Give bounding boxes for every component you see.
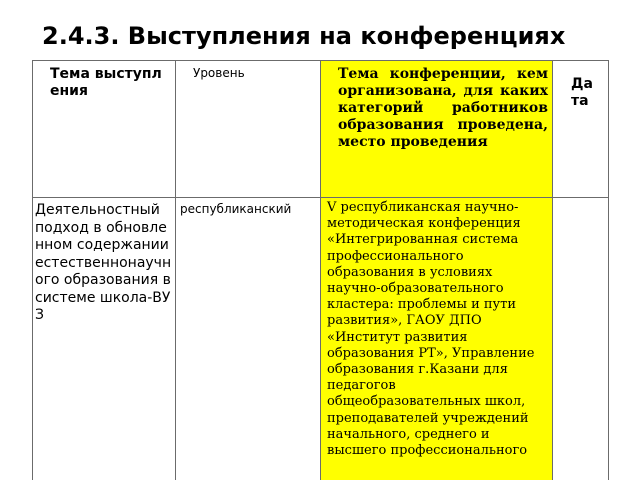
- row-level: республиканский: [180, 202, 292, 216]
- table-header-divider: [32, 197, 609, 198]
- table-divider-col2: [320, 60, 321, 480]
- row-conference: V республиканская научно-методическая конференция «Интегрированная система профессионального образования в условиях научно-образовательного кластера: проблемы и пути развития», ГАОУ ДПО «Институт развития образования РТ», Управление образования г.Казани для педагогов общеобразовательных школ, преподавателей учреждений начального, среднего и высшего профессионального: [327, 200, 535, 459]
- header-level: Уровень: [193, 66, 245, 80]
- table-divider-col3: [552, 60, 553, 480]
- header-conference: Тема конференции, кем организована, для каких категорий работников образования проведена, место проведения: [338, 66, 548, 150]
- row-topic: Деятельностный подход в обновленном содержании естественнонаучного образования в системе школа-ВУЗ: [35, 202, 172, 323]
- table-border-left: [32, 60, 33, 480]
- header-date: Дата: [571, 76, 593, 109]
- table-border-top: [32, 60, 609, 61]
- table-divider-col1: [175, 60, 176, 480]
- header-topic: Тема выступления: [50, 66, 162, 99]
- table-border-right: [608, 60, 609, 480]
- section-title: 2.4.3. Выступления на конференциях: [42, 22, 566, 50]
